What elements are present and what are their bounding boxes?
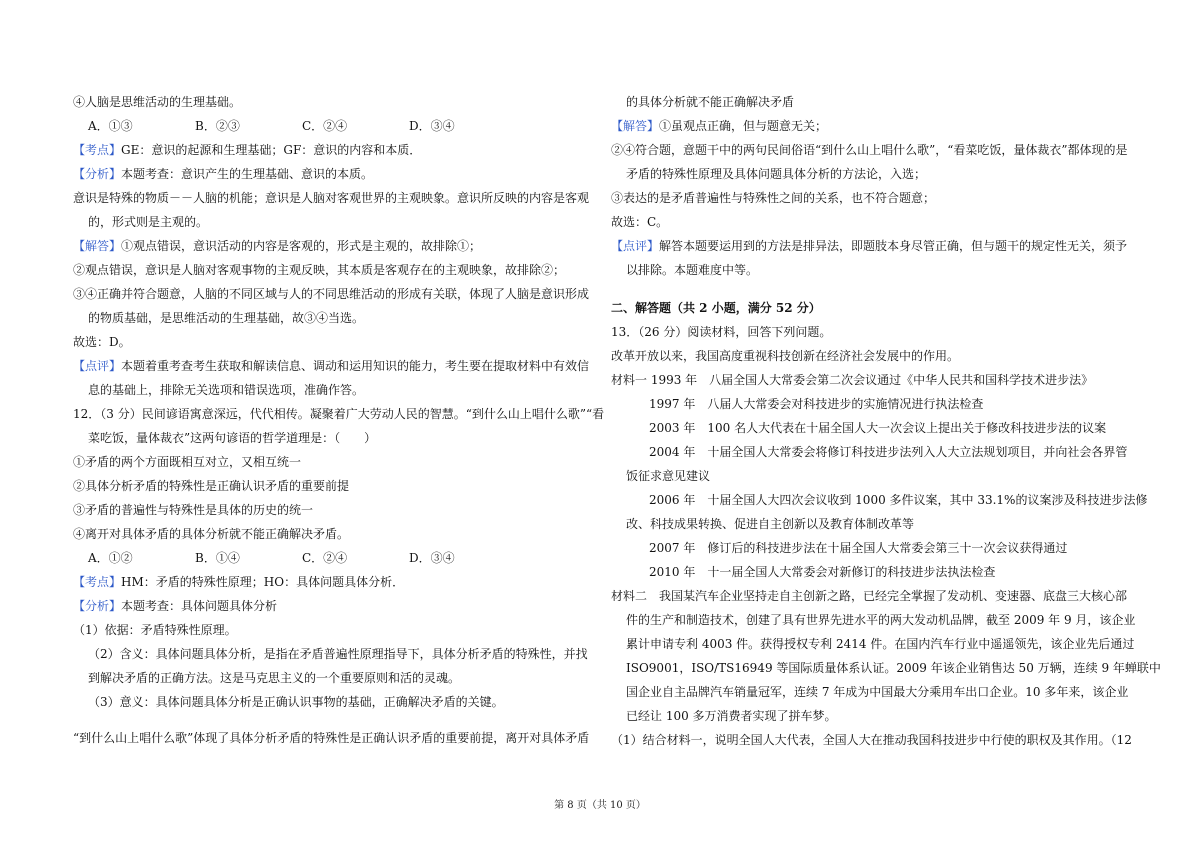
q12-fenxi-1: （1）依据：矛盾特殊性原理。: [73, 623, 237, 637]
q12-jieda-2: ②④符合题，意题干中的两句民间俗语“到什么山上唱什么歌”，“看菜吃饭，量体裁衣”都体现的是: [611, 143, 1128, 157]
material-1-line-7: 改、科技成果转换、促进自主创新以及教育体制改革等: [626, 517, 915, 531]
q11-dianping: [73, 354, 593, 378]
dianping-text: 本题着重考查考生获取和解读信息、调动和运用知识的能力，考生要在提取材料中有效信: [121, 359, 590, 373]
q11-jieda: [73, 234, 593, 258]
q11-answer: 故选：D。: [73, 335, 131, 349]
q12-option-1: ①矛盾的两个方面既相互对立，又相互统一: [73, 455, 302, 469]
q12-answer: 故选：C。: [611, 215, 669, 229]
material-1-line-2: 1997 年 八届人大常委会对科技进步的实施情况进行执法检查: [649, 397, 984, 411]
left-column: [73, 90, 605, 750]
section-title: 二、解答题（共 2 小题，满分 52 分）: [611, 301, 821, 315]
material-2-line-5: 国企业自主品牌汽车销量冠军，连续 7 年成为中国最大分乘用车出口企业。10 多年来，该企业: [626, 685, 1129, 699]
q12-dianping: [611, 234, 1131, 258]
spacer: [73, 714, 593, 726]
material-1-line-8: 2007 年 修订后的科技进步法在十届全国人大常委会第三十一次会议获得通过: [649, 541, 1068, 555]
material-1-line-9: 2010 年 十一届全国人大常委会对新修订的科技进步法执法检查: [649, 565, 996, 579]
choice-d: D．③④: [409, 119, 455, 133]
fenxi-tag: 【分析】: [73, 167, 122, 181]
jieda-text: ①观点错误，意识活动的内容是客观的，形式是主观的，故排除①；: [121, 239, 482, 253]
jieda-tag: 【解答】: [73, 239, 122, 253]
q12-jieda-3: 矛盾的特殊性原理及具体问题具体分析的方法论，入选；: [626, 167, 927, 181]
jieda-text: ①虽观点正确，但与题意无关；: [659, 119, 828, 133]
q12-dianping-2: 以排除。本题难度中等。: [626, 263, 759, 277]
q13-stem: 13．（26 分）阅读材料，回答下列问题。: [611, 325, 832, 339]
spacer: [611, 282, 1131, 296]
q12-fenxi-3: 到解决矛盾的正确方法。这是马克思主义的一个重要原则和活的灵魂。: [88, 671, 461, 685]
q11-jieda-3: ③④正确并符合题意，人脑的不同区域与人的不同思维活动的形成有关联，体现了人脑是意识形成: [73, 287, 590, 301]
q12-jieda-4: ③表达的是矛盾普遍性与特殊性之间的关系，也不符合题意；: [611, 191, 936, 205]
q13-sub-question-1: （1）结合材料一，说明全国人大代表，全国人大在推动我国科技进步中行使的职权及其作用。（12: [611, 733, 1132, 747]
choice-b: B．②③: [195, 119, 240, 133]
q11-kaodian: [73, 138, 593, 162]
fenxi-text: 本题考查：意识产生的生理基础、意识的本质。: [121, 167, 374, 181]
material-2-line-4: ISO9001，ISO/TS16949 等国际质量体系认证。2009 年该企业销售达 50 万辆，连续 9 年蝉联中: [626, 661, 1161, 675]
choice-a: A．①②: [88, 551, 133, 565]
kaodian-tag: 【考点】: [73, 575, 122, 589]
material-2-line-3: 累计申请专利 4003 件。获得授权专利 2414 件。在国内汽车行业中遥遥领先，该企业先后通过: [626, 637, 1135, 651]
q12-fenxi-2: （2）含义：具体问题具体分析，是指在矛盾普遍性原理指导下，具体分析矛盾的特殊性，并找: [88, 647, 588, 661]
material-2-line-6: 已经让 100 多万消费者实现了拼车梦。: [626, 709, 837, 723]
q12-stem-1: 12．（3 分）民间谚语寓意深远，代代相传。凝聚着广大劳动人民的智慧。“到什么山上唱什么歌”“看: [73, 407, 605, 421]
page-footer: 第 8 页（共 10 页）: [554, 800, 646, 811]
q12-fenxi: [73, 594, 593, 618]
q11-jieda-4: 的物质基础，是思维活动的生理基础，故③④当选。: [88, 311, 365, 325]
choice-b: B．①④: [195, 551, 240, 565]
q12-stem-2: 菜吃饭，量体裁衣”这两句谚语的哲学道理是：（ ）: [88, 431, 377, 445]
material-2-line-1: 材料二 我国某汽车企业坚持走自主创新之路，已经完全掌握了发动机、变速器、底盘三大核心部: [611, 589, 1128, 603]
q12-fenxi-5: “到什么山上唱什么歌”体现了具体分析矛盾的特殊性是正确认识矛盾的重要前提，离开对具体矛盾: [73, 731, 590, 745]
q11-dianping-2: 息的基础上，排除无关选项和错误选项，准确作答。: [88, 383, 365, 397]
material-1-line-6: 2006 年 十届全国人大四次会议收到 1000 多件议案，其中 33.1%的议案涉及科技进步法修: [649, 493, 1148, 507]
dianping-tag: 【点评】: [73, 359, 122, 373]
choice-c: C．②④: [302, 551, 348, 565]
q12-choices: [73, 546, 593, 570]
material-1-line-3: 2003 年 100 名人大代表在十届全国人大一次会议上提出关于修改科技进步法的议案: [649, 421, 1107, 435]
dianping-text: 解答本题要运用到的方法是排异法，即题肢本身尽管正确，但与题干的规定性无关，须予: [659, 239, 1128, 253]
q11-option-4: ④人脑是思维活动的生理基础。: [73, 95, 242, 109]
q12-jieda: [611, 114, 1131, 138]
material-1-line-5: 饭征求意见建议: [626, 469, 711, 483]
material-2-line-2: 件的生产和制造技术，创建了具有世界先进水平的两大发动机品牌，截至 2009 年 9 月，该企业: [626, 613, 1136, 627]
q12-cont-line: 的具体分析就不能正确解决矛盾: [626, 95, 795, 109]
kaodian-tag: 【考点】: [73, 143, 122, 157]
dianping-tag: 【点评】: [611, 239, 660, 253]
q11-choices: [73, 114, 593, 138]
q13-intro: 改革开放以来，我国高度重视科技创新在经济社会发展中的作用。: [611, 349, 960, 363]
choice-a: A．①③: [88, 119, 133, 133]
q12-option-4: ④离开对具体矛盾的具体分析就不能正确解决矛盾。: [73, 527, 350, 541]
fenxi-tag: 【分析】: [73, 599, 122, 613]
kaodian-text: GE：意识的起源和生理基础；GF：意识的内容和本质．: [121, 143, 422, 157]
q11-fenxi-body-1: 意识是特殊的物质－－人脑的机能；意识是人脑对客观世界的主观映象。意识所反映的内容是客观: [73, 191, 590, 205]
q12-kaodian: [73, 570, 593, 594]
q12-option-2: ②具体分析矛盾的特殊性是正确认识矛盾的重要前提: [73, 479, 350, 493]
kaodian-text: HM：矛盾的特殊性原理；HO：具体问题具体分析．: [121, 575, 405, 589]
q12-fenxi-4: （3）意义：具体问题具体分析是正确认识事物的基础，正确解决矛盾的关键。: [88, 695, 504, 709]
choice-c: C．②④: [302, 119, 348, 133]
material-1-line-1: 材料一 1993 年 八届全国人大常委会第二次会议通过《中华人民共和国科学技术进步法》: [611, 373, 1094, 387]
q11-jieda-2: ②观点错误，意识是人脑对客观事物的主观反映，其本质是客观存在的主观映象，故排除②；: [73, 263, 566, 277]
choice-d: D．③④: [409, 551, 455, 565]
fenxi-text: 本题考查：具体问题具体分析: [121, 599, 278, 613]
material-1-line-4: 2004 年 十届全国人大常委会将修订科技进步法列入人大立法规划项目，并向社会各界管: [649, 445, 1128, 459]
right-column: [611, 90, 1161, 752]
jieda-tag: 【解答】: [611, 119, 660, 133]
q11-fenxi-body-2: 的，形式则是主观的。: [88, 215, 209, 229]
q11-fenxi: [73, 162, 593, 186]
q12-option-3: ③矛盾的普遍性与特殊性是具体的历史的统一: [73, 503, 314, 517]
